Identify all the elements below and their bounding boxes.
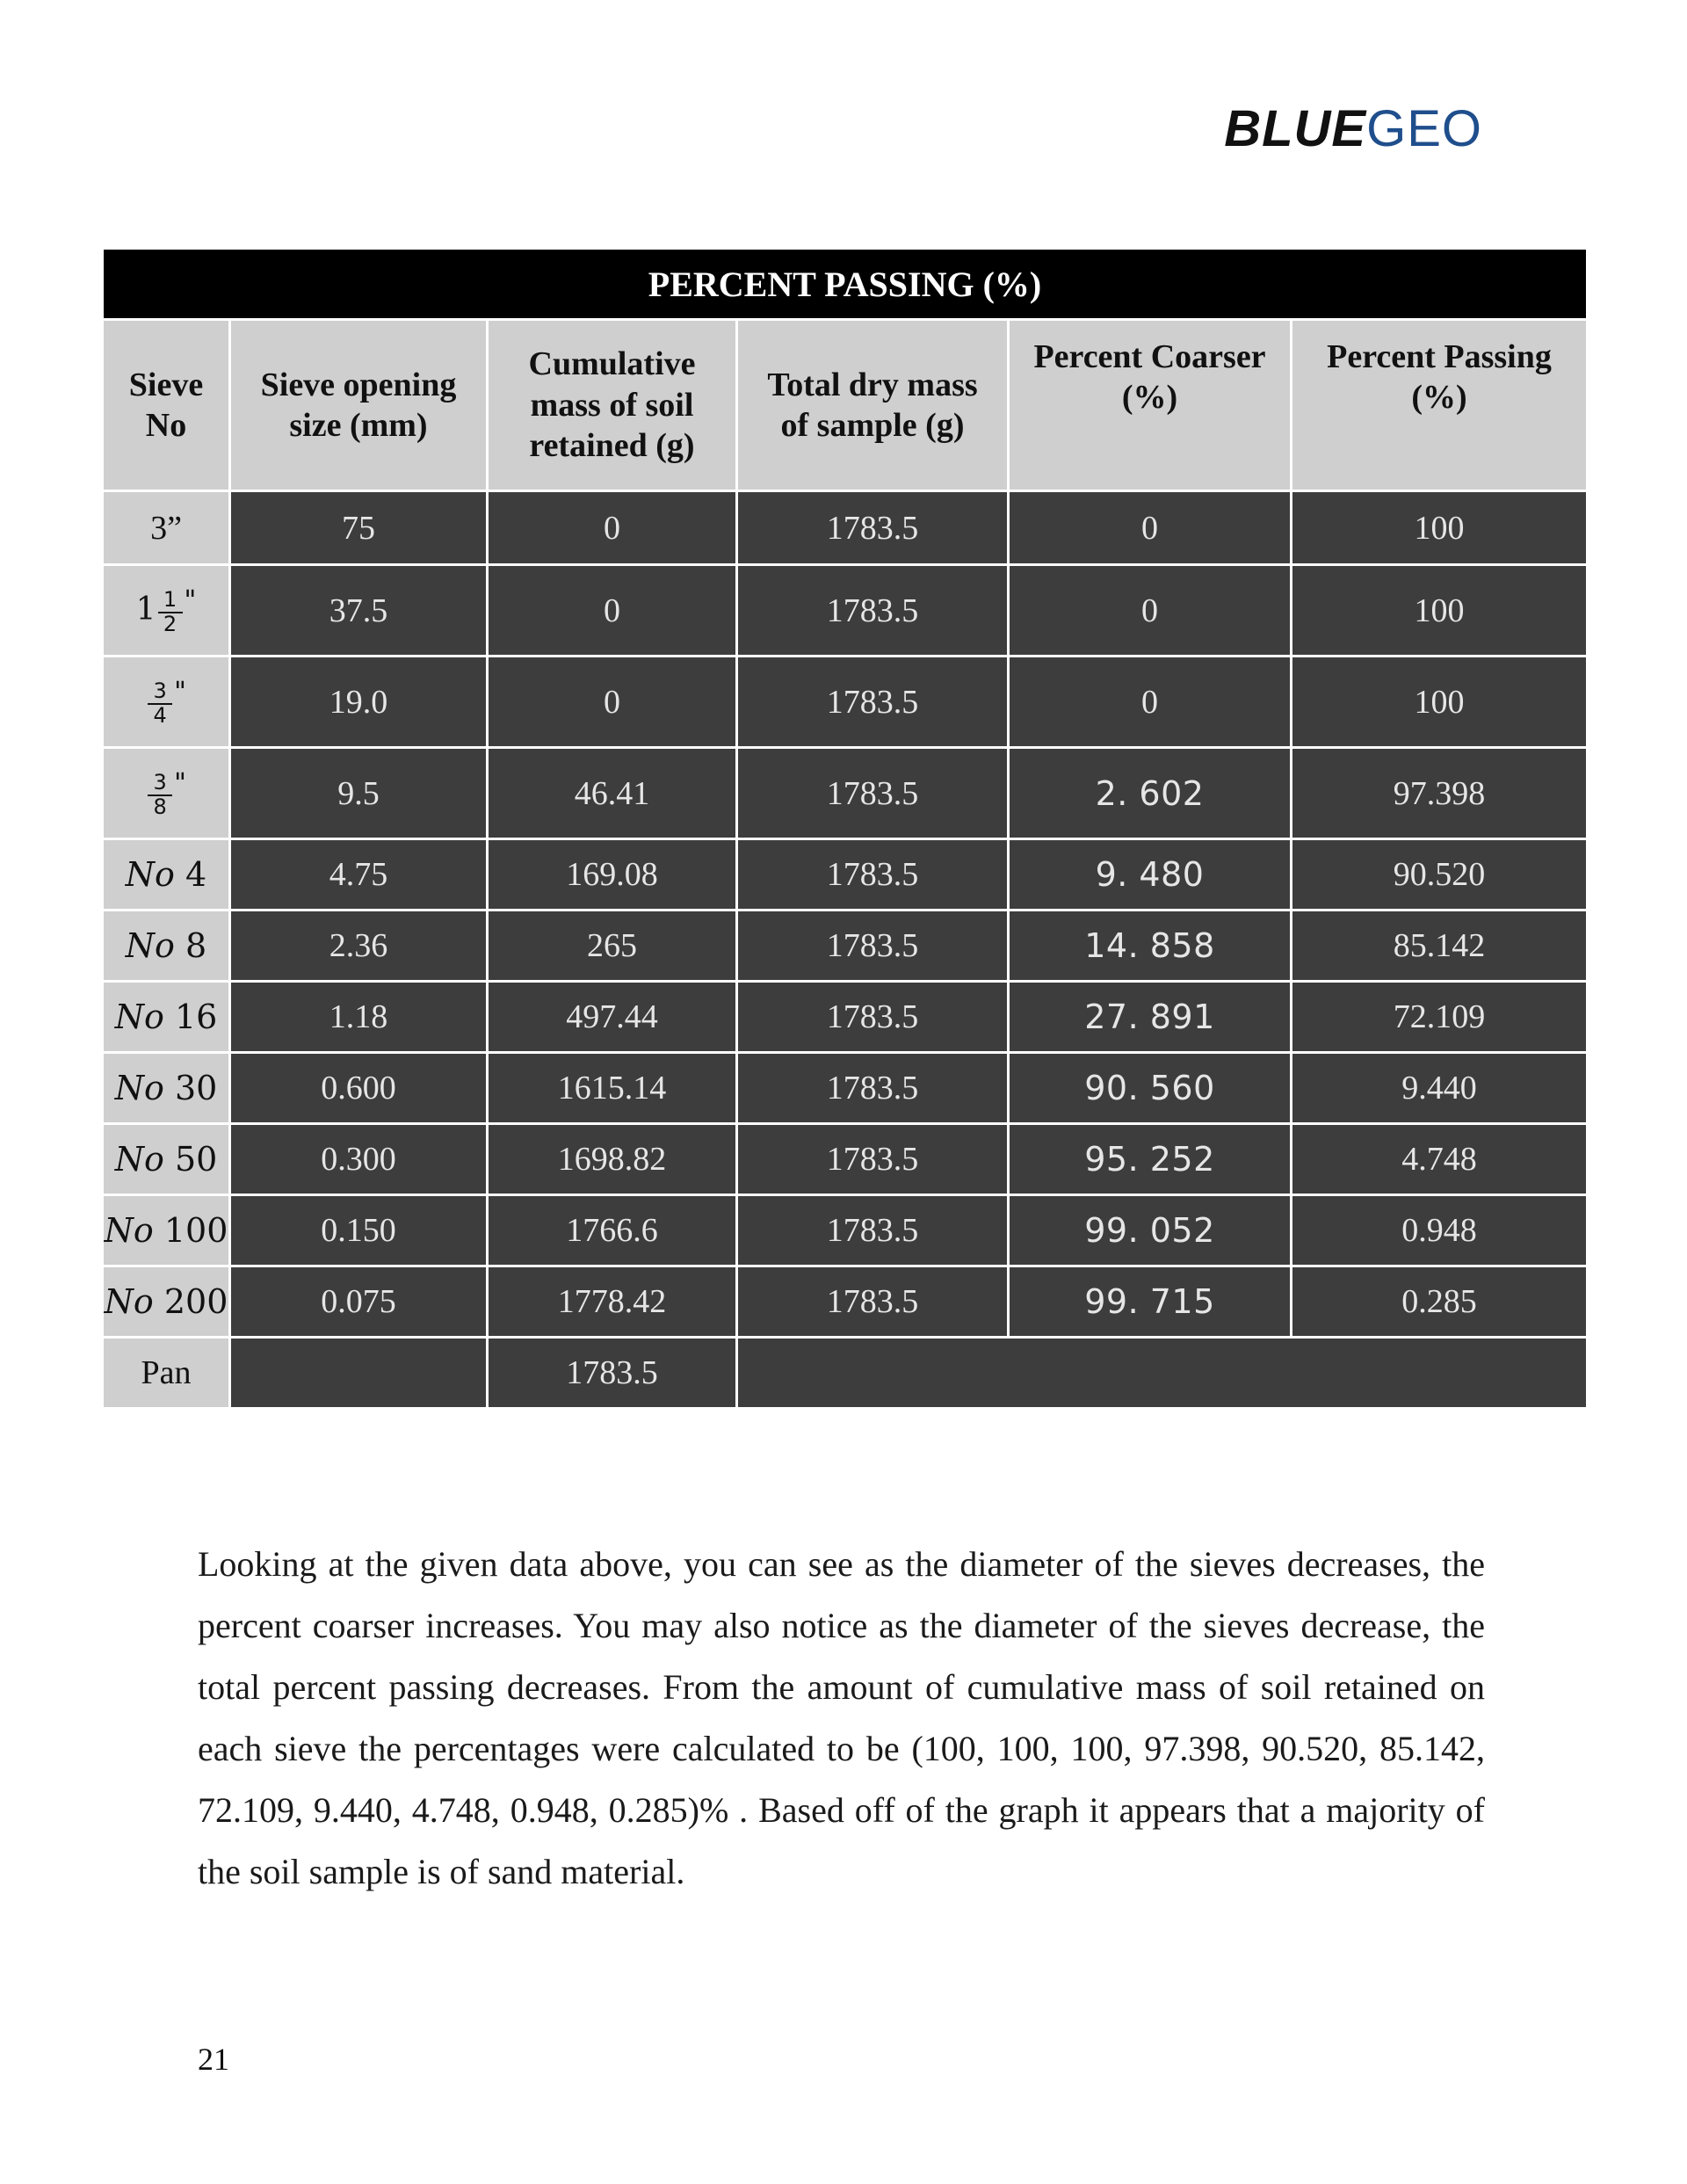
cumulative-cell: 1778.42 xyxy=(488,1266,737,1338)
passing-cell: 100 xyxy=(1292,565,1588,657)
cumulative-cell: 169.08 xyxy=(488,839,737,911)
opening-cell: 4.75 xyxy=(230,839,488,911)
table-row xyxy=(103,748,1588,839)
sieve-no-cell: $\frac{3}{4}$ " xyxy=(103,657,230,748)
total-cell: 1783.5 xyxy=(737,1053,1009,1124)
total-cell: 1783.5 xyxy=(737,1266,1009,1338)
sieve-no-cell: 3” xyxy=(103,491,230,565)
percent-passing-table xyxy=(101,247,1589,1410)
table-row xyxy=(103,657,1588,748)
table-row xyxy=(103,839,1588,911)
table-row xyxy=(103,911,1588,982)
table-row xyxy=(103,565,1588,657)
opening-cell: 0.075 xyxy=(230,1266,488,1338)
total-cell: 1783.5 xyxy=(737,1195,1009,1266)
total-cell: 1783.5 xyxy=(737,839,1009,911)
header-percent-passing: Percent Passing (%) xyxy=(1292,320,1588,491)
total-cell: 1783.5 xyxy=(737,748,1009,839)
coarser-cell: 0 xyxy=(1009,491,1292,565)
passing-cell: 0.948 xyxy=(1292,1195,1588,1266)
logo-geo-text: GEO xyxy=(1366,100,1482,157)
coarser-cell: 99. 715 xyxy=(1009,1266,1292,1338)
logo-blue-text: BLUE xyxy=(1224,100,1367,157)
table-row-pan xyxy=(103,1338,1588,1409)
cumulative-cell: 1783.5 xyxy=(488,1338,737,1409)
table-header-row xyxy=(103,320,1588,491)
sieve-no-cell: No 4 xyxy=(103,839,230,911)
passing-cell: 90.520 xyxy=(1292,839,1588,911)
passing-cell: 100 xyxy=(1292,491,1588,565)
coarser-cell: 0 xyxy=(1009,657,1292,748)
total-cell: 1783.5 xyxy=(737,982,1009,1053)
cumulative-cell: 0 xyxy=(488,657,737,748)
cumulative-cell: 497.44 xyxy=(488,982,737,1053)
coarser-cell: 2. 602 xyxy=(1009,748,1292,839)
header-sieve-no: Sieve No xyxy=(103,320,230,491)
passing-cell: 72.109 xyxy=(1292,982,1588,1053)
opening-cell: 37.5 xyxy=(230,565,488,657)
coarser-cell: 90. 560 xyxy=(1009,1053,1292,1124)
sieve-no-cell: No 8 xyxy=(103,911,230,982)
opening-cell: 1.18 xyxy=(230,982,488,1053)
cumulative-cell: 46.41 xyxy=(488,748,737,839)
cumulative-cell: 1698.82 xyxy=(488,1124,737,1195)
sieve-no-cell: No 30 xyxy=(103,1053,230,1124)
table-title-row xyxy=(103,249,1588,320)
bluegeo-logo xyxy=(1224,100,1482,157)
analysis-paragraph: Looking at the given data above, you can see as the diameter of the sieves decreases, the percent coarser increases. You may also notice as the diameter of the sieves decrease, the total percent passing decreases. From the amount of cumulative mass of soil retained on each sieve the percentages were calculated to be (100, 100, 100, 97.398, 90.520, 85.142, 72.109, 9.440, 4.748, 0.948, 0.285)% . Based off of the graph it appears that a majority of the soil sample is of sand material. xyxy=(198,1544,1485,1891)
opening-cell: 9.5 xyxy=(230,748,488,839)
header-percent-coarser: Percent Coarser (%) xyxy=(1009,320,1292,491)
header-cumulative-mass: Cumulative mass of soil retained (g) xyxy=(488,320,737,491)
coarser-cell: 27. 891 xyxy=(1009,982,1292,1053)
sieve-no-cell: No 100 xyxy=(103,1195,230,1266)
total-cell: 1783.5 xyxy=(737,491,1009,565)
passing-cell: 100 xyxy=(1292,657,1588,748)
table-title: PERCENT PASSING (%) xyxy=(103,249,1588,320)
opening-cell-empty xyxy=(230,1338,488,1409)
opening-cell: 2.36 xyxy=(230,911,488,982)
coarser-cell: 0 xyxy=(1009,565,1292,657)
sieve-no-cell: No 50 xyxy=(103,1124,230,1195)
table-row xyxy=(103,1124,1588,1195)
table-row xyxy=(103,982,1588,1053)
cumulative-cell: 1615.14 xyxy=(488,1053,737,1124)
cumulative-cell: 0 xyxy=(488,565,737,657)
coarser-cell: 99. 052 xyxy=(1009,1195,1292,1266)
coarser-cell: 9. 480 xyxy=(1009,839,1292,911)
sieve-no-cell: 1 $\frac{1}{2}$ " xyxy=(103,565,230,657)
sieve-no-cell: No 200 xyxy=(103,1266,230,1338)
table-row xyxy=(103,1053,1588,1124)
sieve-no-cell: No 16 xyxy=(103,982,230,1053)
opening-cell: 0.600 xyxy=(230,1053,488,1124)
coarser-cell: 14. 858 xyxy=(1009,911,1292,982)
total-cell: 1783.5 xyxy=(737,657,1009,748)
passing-cell: 9.440 xyxy=(1292,1053,1588,1124)
table-row xyxy=(103,491,1588,565)
passing-cell: 0.285 xyxy=(1292,1266,1588,1338)
cumulative-cell: 1766.6 xyxy=(488,1195,737,1266)
passing-cell: 4.748 xyxy=(1292,1124,1588,1195)
table-row xyxy=(103,1266,1588,1338)
header-total-dry-mass: Total dry mass of sample (g) xyxy=(737,320,1009,491)
cumulative-cell: 0 xyxy=(488,491,737,565)
cumulative-cell: 265 xyxy=(488,911,737,982)
passing-cell: 85.142 xyxy=(1292,911,1588,982)
total-cell: 1783.5 xyxy=(737,911,1009,982)
opening-cell: 75 xyxy=(230,491,488,565)
header-sieve-opening: Sieve opening size (mm) xyxy=(230,320,488,491)
opening-cell: 0.300 xyxy=(230,1124,488,1195)
sieve-no-cell: $\frac{3}{8}$ " xyxy=(103,748,230,839)
page-number: 21 xyxy=(198,2042,229,2077)
opening-cell: 19.0 xyxy=(230,657,488,748)
empty-merged-cell xyxy=(737,1338,1588,1409)
total-cell: 1783.5 xyxy=(737,565,1009,657)
opening-cell: 0.150 xyxy=(230,1195,488,1266)
sieve-no-cell: Pan xyxy=(103,1338,230,1409)
total-cell: 1783.5 xyxy=(737,1124,1009,1195)
coarser-cell: 95. 252 xyxy=(1009,1124,1292,1195)
table-row xyxy=(103,1195,1588,1266)
passing-cell: 97.398 xyxy=(1292,748,1588,839)
